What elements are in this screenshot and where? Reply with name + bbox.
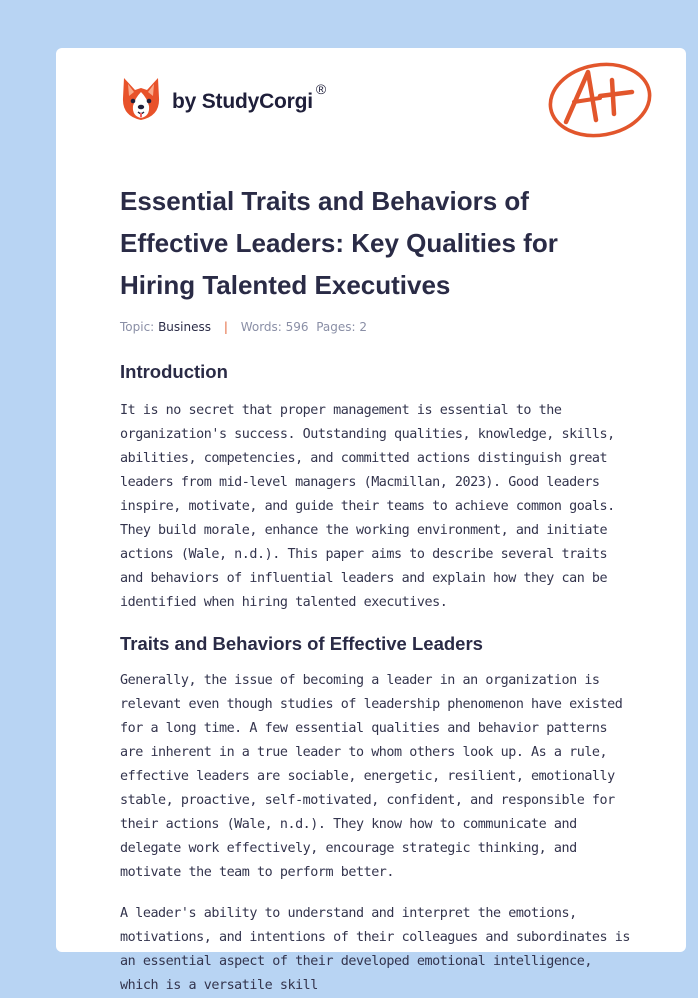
pages-count: 2 [359,320,368,334]
section-heading-introduction: Introduction [120,361,228,382]
studycorgi-logo[interactable] [120,76,326,122]
words-count: 596 [285,320,309,334]
meta-separator: | [223,320,228,334]
topic-label: Topic: [120,320,155,334]
a-plus-grade-icon [544,58,656,142]
topic-link[interactable]: Business [158,320,211,334]
document-page [56,48,686,993]
pages-label: Pages: [316,320,356,334]
trademark-symbol: ® [315,80,327,97]
section-heading-traits: Traits and Behaviors of Effective Leaders [120,633,483,654]
document-content [120,180,632,998]
corgi-icon [120,76,162,122]
page-title: Essential Traits and Behaviors of Effective Leaders: Key Qualities for Hiring Talented Executives [120,186,558,300]
words-label: Words: [240,320,282,334]
brand-name: by StudyCorgi® [172,80,327,113]
page-header [120,76,650,140]
paragraph: It is no secret that proper management is essential to the organization's success. Outstanding qualities, knowledge, skills, abilities, competencies, and committed actions distinguish great leaders from mid-level managers (Macmillan, 2023). Good leaders inspire, motivate, and guide their teams to achieve common goals. They build morale, enhance the working environment, and initiate actions (Wale, n.d.). This paper aims to describe several traits and behaviors of influential leaders and explain how they can be identified when hiring talented executives. [120,403,615,610]
paragraph: A leader's ability to understand and interpret the emotions, motivations, and intentions of their colleagues and subordinates is an essential aspect of their developed emotional intelligence, which is a versatile skill [120,906,630,993]
paragraph: Generally, the issue of becoming a leader in an organization is relevant even though studies of leadership phenomenon have existed for a long time. A few essential qualities and behavior patterns are inherent in a true leader to whom others look up. As a rule, effective leaders are sociable, energetic, resilient, emotionally stable, proactive, self-motivated, confident, and responsible for their actions (Wale, n.d.). They know how to communicate and delegate work effectively, encourage strategic thinking, and motivate the team to perform better. [120,673,623,880]
document-meta [120,320,632,334]
